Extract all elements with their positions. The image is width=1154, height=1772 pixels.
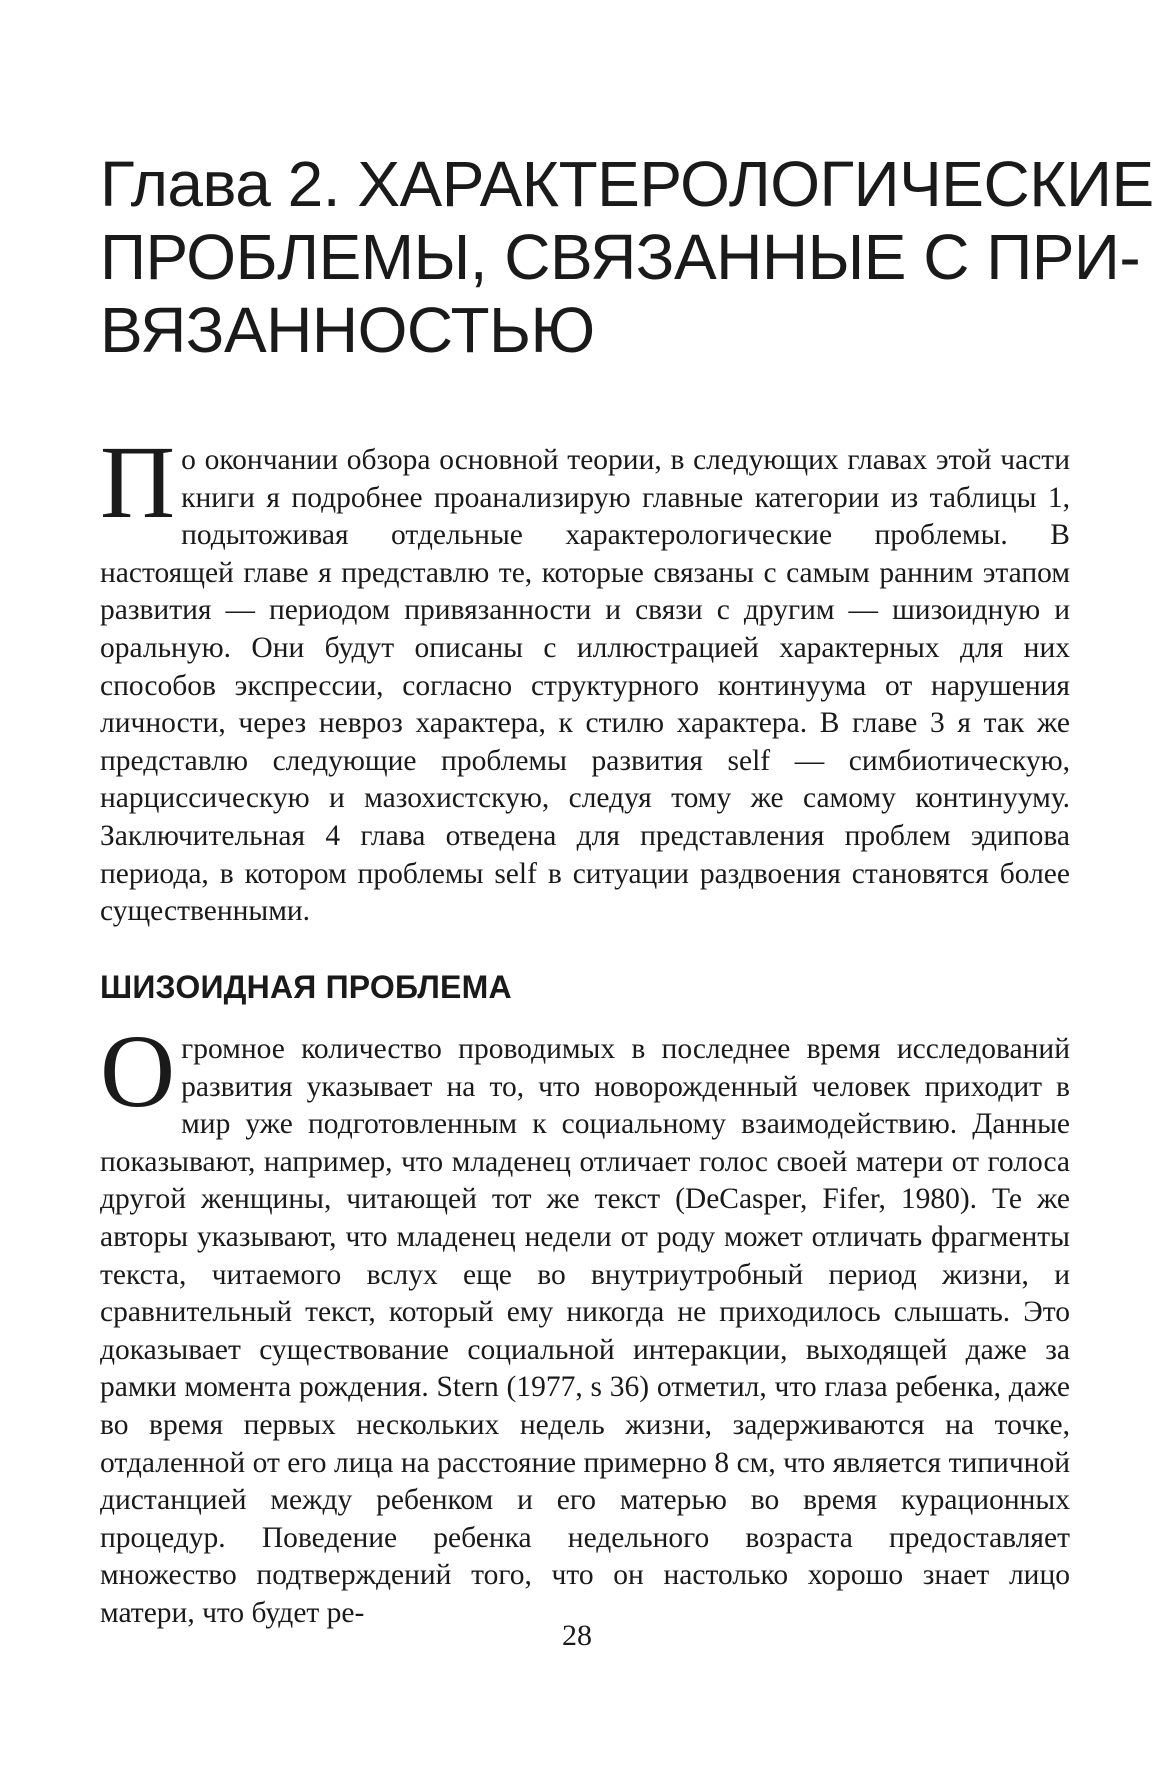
chapter-title <box>100 148 1154 367</box>
chapter-title-line: ПРОБЛЕМЫ, СВЯЗАННЫЕ С ПРИ- <box>100 221 1141 293</box>
paragraph-text: громное количество проводимых в последнее время исследований развития указывает на то, что новорожденный человек приходит в мир уже подготовленным к социальному взаимодействию. Данные показывают, например, что младенец отличает голос своей матери от голоса другой женщины, читающей тот же текст (DeCasper, Fifer, 1980). Те же авторы указывают, что младенец недели от роду может отличать фрагменты текста, читаемого вслух еще во внутриутробный период жизни, и сравнительный текст, который ему никогда не приходилось слышать. Это доказывает существование социальной интеракции, выходящей даже за рамки момента рождения. Stern (1977, s 36) отметил, что глаза ребенка, даже во время первых нескольких недель жизни, задерживаются на точке, отдаленной от его лица на расстояние примерно 8 см, что является типичной дистанцией между ребенком и его матерью во время курационных процедур. Поведение ребенка недельного возраста предоставляет множество подтверждений того, что он настолько хорошо знает лицо матери, что будет ре- <box>100 1033 1070 1629</box>
section-paragraph <box>100 1014 1070 1633</box>
chapter-title-line: Глава 2. ХАРАКТЕРОЛОГИЧЕСКИЕ <box>100 148 1154 220</box>
drop-cap: О <box>100 1014 176 1129</box>
drop-cap: П <box>100 425 176 540</box>
chapter-title-line: ВЯЗАННОСТЬЮ <box>100 294 595 366</box>
paragraph-text: о окончании обзора основной теории, в следующих главах этой части книги я подробнее проанализирую главные категории из таблицы 1, подытоживая отдельные характерологические проблемы. В настоящей главе я представлю те, которые связаны с самым ранним этапом развития — периодом привязанности и связи с другим — шизоидную и оральную. Они будут описаны с иллюстрацией характерных для них способов экспрессии, согласно структурного континуума от нарушения личности, через невроз характера, к стилю характера. В главе 3 я так же представлю следующие проблемы развития self — симбиотическую, нарциссическую и мазохистскую, следуя тому же самому континууму. Заключительная 4 глава отведена для представления проблем эдипова периода, в котором проблемы self в ситуации раздвоения становятся более существенными. <box>100 444 1070 928</box>
page-number: 28 <box>562 1619 592 1652</box>
section-heading: ШИЗОИДНАЯ ПРОБЛЕМА <box>100 969 512 1005</box>
intro-paragraph <box>100 425 1070 931</box>
